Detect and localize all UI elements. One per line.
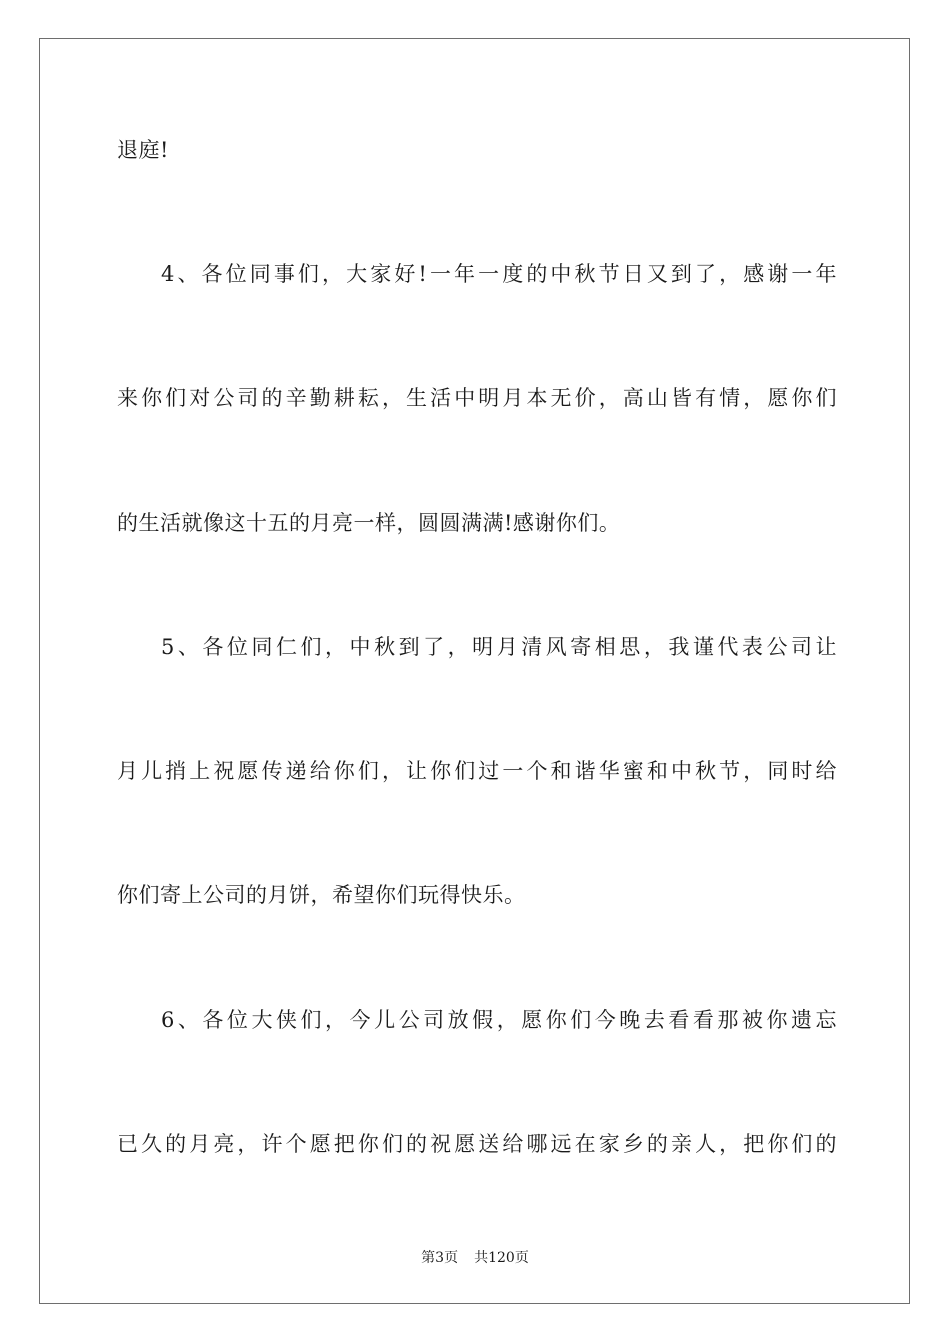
paragraph-5-line-1: 5、各位同仁们，中秋到了，明月清风寄相思，我谨代表公司让	[161, 635, 837, 659]
paragraph-5-line-3: 你们寄上公司的月饼，希望你们玩得快乐。	[117, 883, 526, 907]
paragraph-4-line-3: 的生活就像这十五的月亮一样，圆圆满满!感谢你们。	[117, 511, 621, 535]
paragraph-6-line-2: 已久的月亮，许个愿把你们的祝愿送给哪远在家乡的亲人，把你们的	[117, 1132, 837, 1156]
text-line: 退庭!	[117, 138, 169, 162]
page-footer	[0, 1248, 950, 1268]
page-frame	[39, 38, 910, 1304]
page-total: 共120页	[474, 1250, 529, 1266]
paragraph-4-line-2: 来你们对公司的辛勤耕耘，生活中明月本无价，高山皆有情，愿你们	[117, 386, 837, 410]
paragraph-5-line-2: 月儿捎上祝愿传递给你们，让你们过一个和谐华蜜和中秋节，同时给	[117, 759, 837, 783]
paragraph-4-line-1: 4、各位同事们，大家好!一年一度的中秋节日又到了，感谢一年	[161, 262, 837, 286]
page-number: 第3页	[421, 1250, 459, 1266]
paragraph-6-line-1: 6、各位大侠们，今儿公司放假，愿你们今晚去看看那被你遗忘	[161, 1008, 837, 1032]
